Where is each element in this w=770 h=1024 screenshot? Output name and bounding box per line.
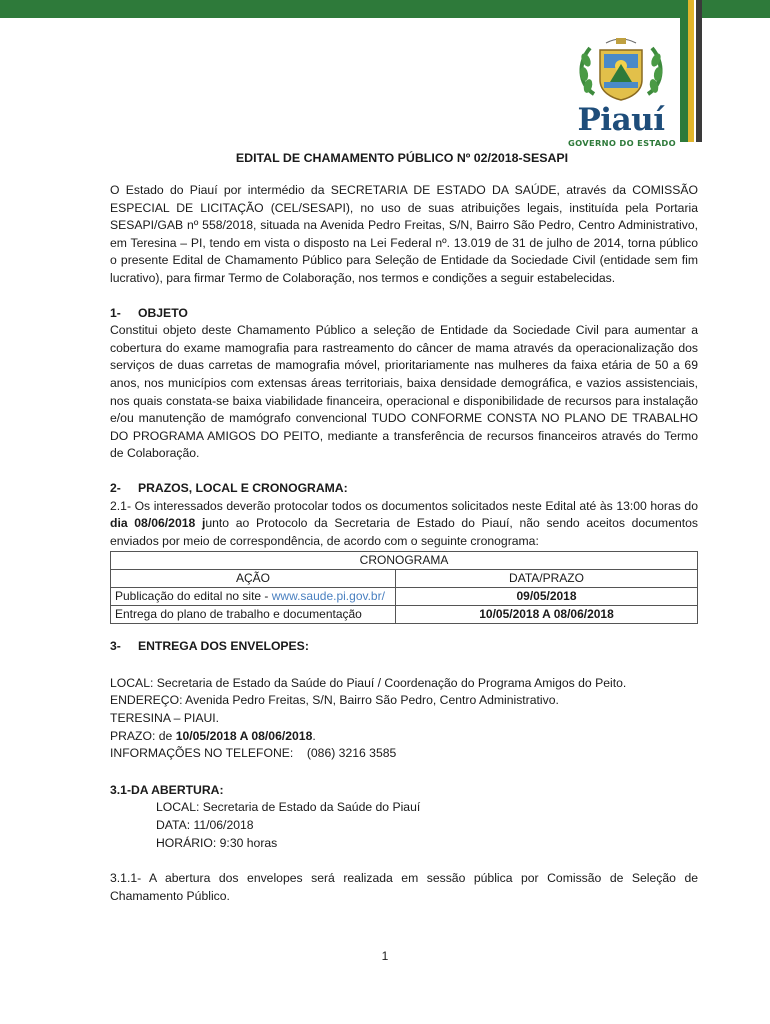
column-header-action: AÇÃO [111,570,396,588]
delivery-location: LOCAL: Secretaria de Estado da Saúde do Piauí / Coordenação do Programa Amigos do Peito. [110,675,627,690]
section-2-text-b: unto ao Protocolo da Secretaria de Estado do Piauí, não sendo aceitos documentos enviados por meio de correspondência, de acordo com o seguinte cronograma: [110,516,699,548]
section-1-text: Constitui objeto deste Chamamento Público a seleção de Entidade da Sociedade Civil para aumentar a cobertura do exame mamografia para rastreamento do câncer de mama através da operacionalização dos serviços de duas carretas de mamografia móvel, prioritariamente nas mulheres da faixa etária de 50 a 69 anos, nos municípios com extensas áreas territoriais, baixa densidade demográfica, e vazios assistenciais, nos quais constata-se baixa viabilidade financeira, operacional e disponibilidade de recursos para instalação e/ou manutenção de mamógrafo convencional TUDO CONFORME CONSTA NO PLANO DE TRABALHO DO PROGRAMA AMIGOS DO PEITO, mediante a transferência de recursos financeiros através do Termo de Colaboração. [110,323,698,461]
section-number: 2- [110,480,121,495]
section-3-1-1-text: 3.1.1- A abertura dos envelopes será realizada em sessão pública por Comissão de Seleção de Chamamento Público. [110,871,698,903]
header-corner-bar [702,0,770,18]
table-cell-action [111,588,396,606]
piaui-government-logo [560,36,682,152]
table-header-row [111,570,698,588]
header-green-bar [0,0,680,18]
section-3-heading [110,638,698,656]
header-stripe-dark [696,0,702,142]
section-title: PRAZOS, LOCAL E CRONOGRAMA: [138,480,348,495]
table-row [111,588,698,606]
section-title: OBJETO [138,305,188,320]
section-number: 1- [110,305,121,320]
deadline-value: 10/05/2018 A 08/06/2018 [175,728,313,743]
section-2-text [110,498,698,551]
deadline-label: PRAZO: de [110,728,176,743]
delivery-address: ENDEREÇO: Avenida Pedro Freitas, S/N, Bairro São Pedro, Centro Administrativo. [110,693,559,708]
schedule-table [110,551,698,624]
column-header-date: DATA/PRAZO [396,570,698,588]
section-2-text-a: 2.1- Os interessados deverão protocolar todos os documentos solicitados neste Edital até às 13:00 horas do [110,498,698,513]
state-seal-icon [560,36,682,106]
intro-paragraph: O Estado do Piauí por intermédio da SECRETARIA DE ESTADO DA SAÚDE, através da COMISSÃO ESPECIAL DE LICITAÇÃO (CEL/SESAPI), no uso de suas atribuições legais, instituída pela Portaria SESAPI/GAB nº 558/2018, situada na Avenida Pedro Freitas, S/N, Bairro São Pedro, Centro Administrativo, em Teresina – PI, tendo em vista o disposto na Lei Federal nº. 13.019 de 31 de julho de 2014, torna público o presente Edital de Chamamento Público para Seleção de Entidade da Sociedade Civil (entidade sem fim lucrativo), para firmar Termo de Colaboração, nos termos e condições a seguir estabelecidas. [110,183,698,285]
table-cell-date: 10/05/2018 A 08/06/2018 [396,606,698,624]
section-title: ENTREGA DOS ENVELOPES: [138,639,309,654]
table-caption: CRONOGRAMA [111,552,698,570]
table-cell-date: 09/05/2018 [396,588,698,606]
logo-subtitle: GOVERNO DO ESTADO [568,138,676,148]
deadline-date: dia 08/06/2018 j [110,516,206,531]
section-3-1-heading: 3.1-DA ABERTURA: [110,782,224,797]
opening-date: DATA: 11/06/2018 [156,818,254,833]
document-body [110,150,698,905]
table-row [111,606,698,624]
opening-location: LOCAL: Secretaria de Estado da Saúde do Piauí [156,800,421,815]
table-caption-row [111,552,698,570]
delivery-deadline [110,728,698,746]
section-1-heading [110,305,698,323]
row-action-text: Publicação do edital no site - [115,589,272,604]
logo-wordmark: Piauí [577,102,665,138]
page-title: EDITAL DE CHAMAMENTO PÚBLICO Nº 02/2018-SESAPI [235,151,569,165]
deadline-end: . [312,728,316,743]
section-2-heading [110,480,698,498]
header-stripe-yellow [688,0,694,142]
delivery-city: TERESINA – PIAUI. [110,711,220,726]
opening-time: HORÁRIO: 9:30 horas [156,835,278,850]
page-number: 1 [381,949,389,963]
section-number: 3- [110,639,121,654]
contact-phone: INFORMAÇÕES NO TELEFONE: (086) 3216 3585 [110,746,397,761]
website-link[interactable]: www.saude.pi.gov.br/ [271,589,385,604]
table-cell-action: Entrega do plano de trabalho e documentação [111,606,396,624]
